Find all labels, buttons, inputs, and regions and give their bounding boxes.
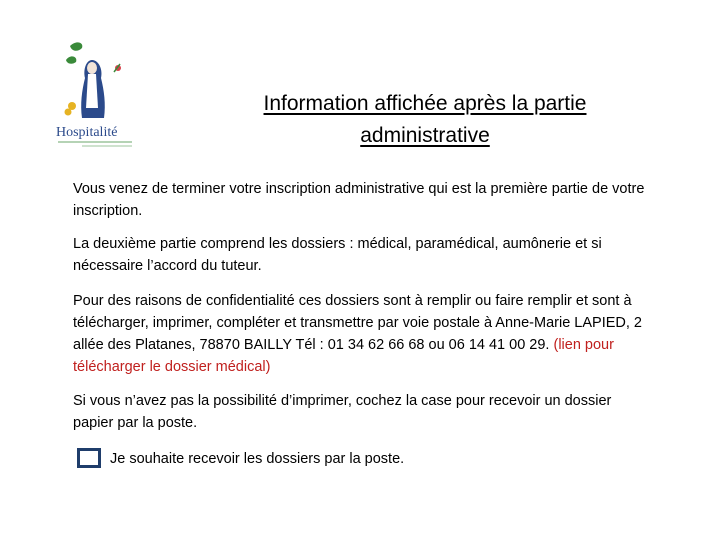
- download-medical-file-link[interactable]: (lien pour télécharger le dossier médical): [73, 337, 614, 375]
- paper-file-checkbox[interactable]: [77, 448, 101, 468]
- paper-file-checkbox-label: Je souhaite recevoir les dossiers par la poste.: [110, 451, 405, 467]
- paragraph-second-part: La deuxième partie comprend les dossiers : médical, paramédical, aumônerie et si nécessaire l’accord du tuteur.: [73, 236, 602, 274]
- paragraph-print-option: Si vous n’avez pas la possibilité d’imprimer, cochez la case pour recevoir un dossier papier par la poste.: [73, 393, 612, 431]
- logo-text: Hospitalité: [56, 125, 118, 140]
- paragraph-confidentiality: [73, 290, 648, 378]
- hospitalite-logo: [52, 38, 142, 158]
- paragraph-intro: Vous venez de terminer votre inscription administrative qui est la première partie de votre inscription.: [73, 181, 645, 219]
- page-title: Information affichée après la partie administrative: [263, 92, 587, 147]
- virgin-mary-icon: [52, 38, 142, 158]
- confidentiality-text: Pour des raisons de confidentialité ces dossiers sont à remplir ou faire remplir et sont à télécharger, imprimer, compléter et transmettre par voie postale à Anne-Marie LAPIED, 2 allée des Platanes, 78870 BAILLY Tél : 01 34 62 66 68 ou 06 14 41 00 29.: [73, 293, 642, 353]
